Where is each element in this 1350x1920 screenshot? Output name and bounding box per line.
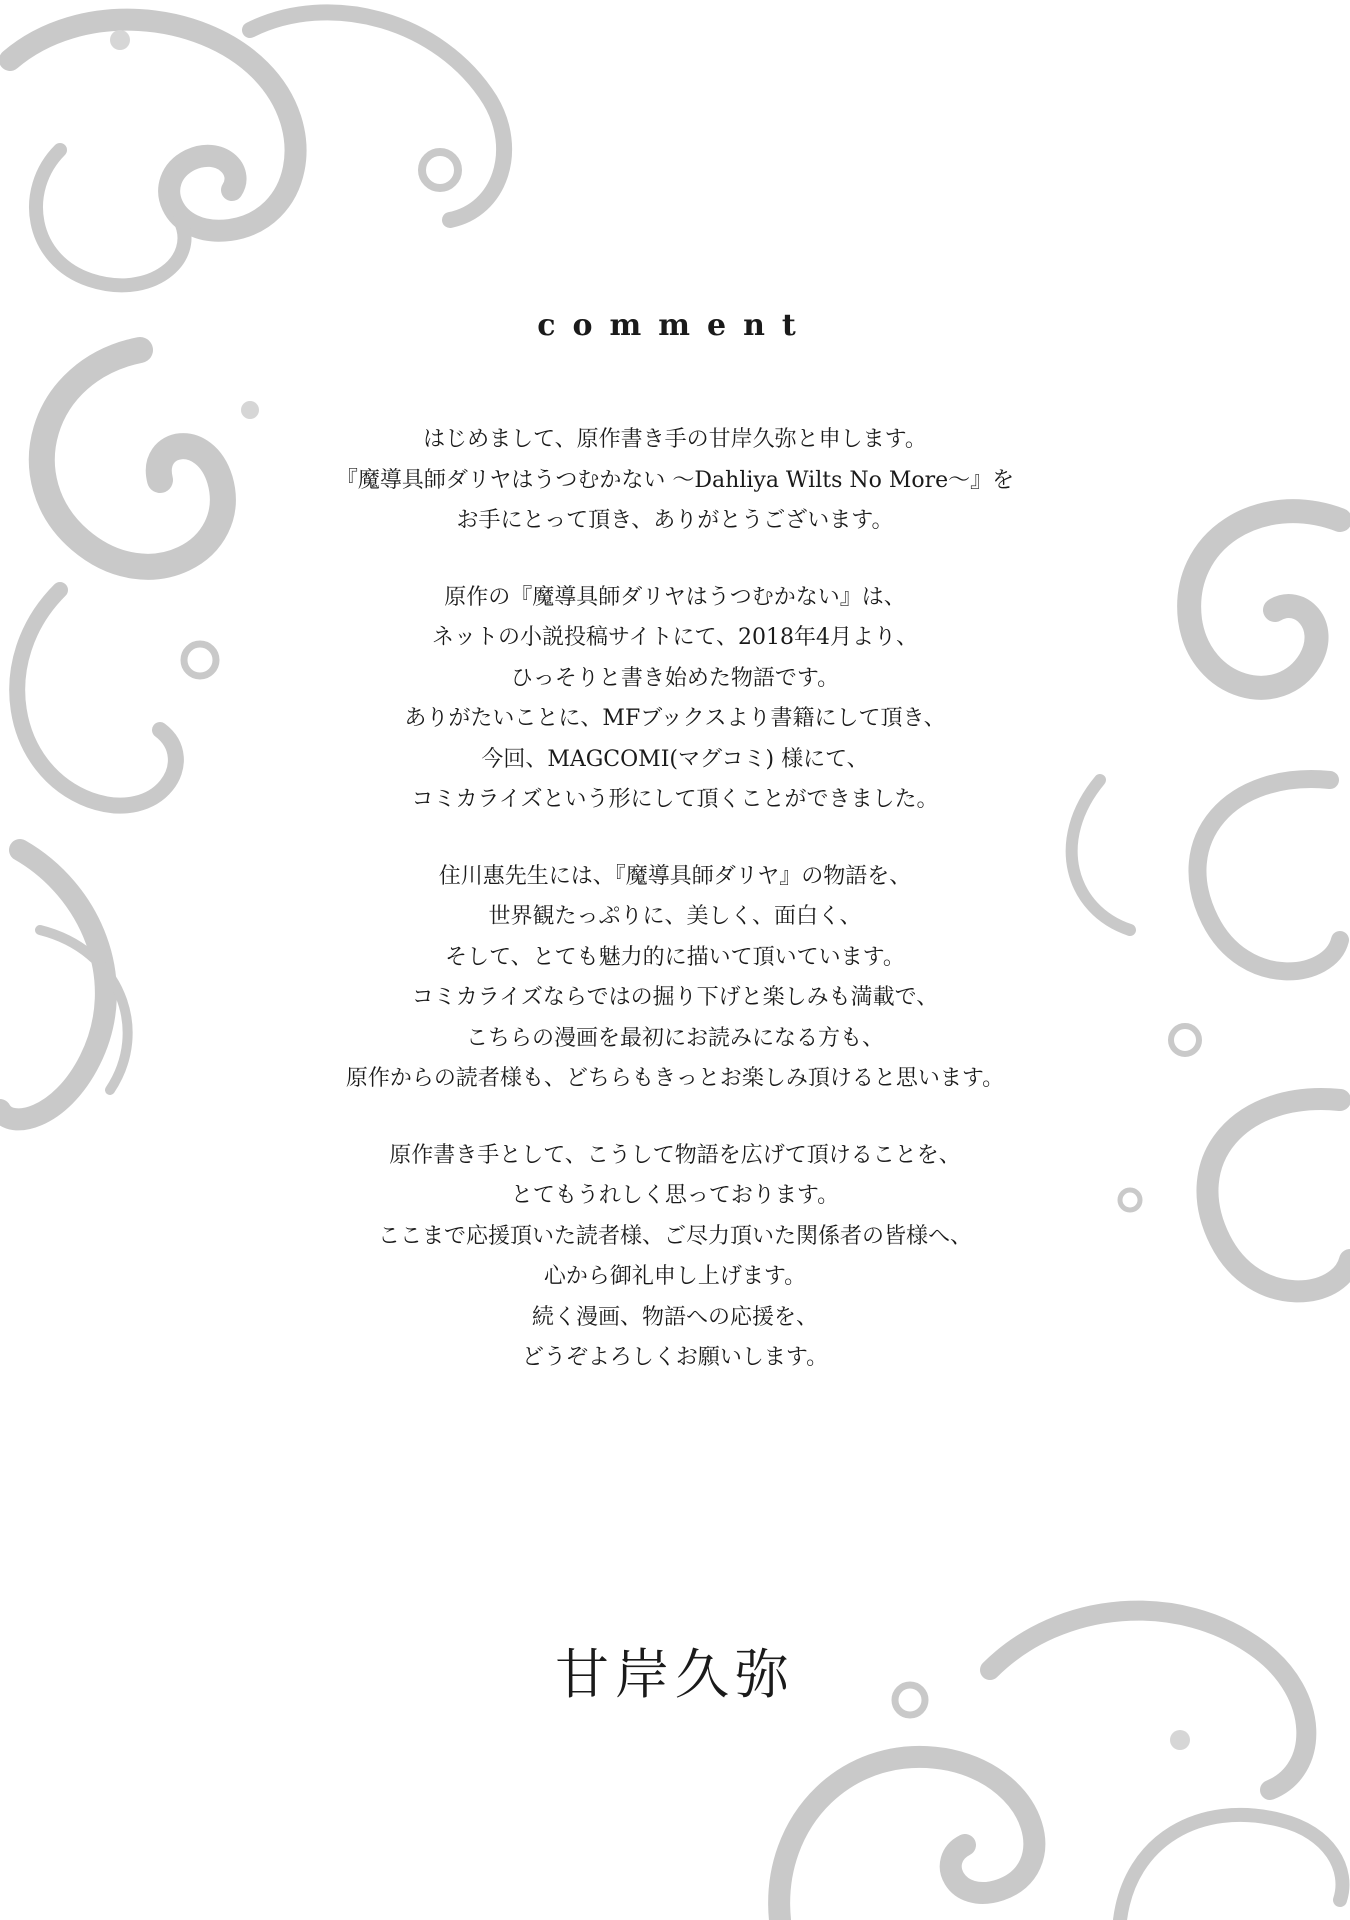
text-line: ネットの小説投稿サイトにて、2018年4月より、 [431, 625, 918, 650]
author-signature: 甘岸久弥 [555, 1643, 795, 1706]
text-line: そして、とても魅力的に描いて頂いています。 [445, 944, 905, 970]
paragraph-2 [150, 578, 1200, 821]
text-line: 原作からの読者様も、どちらもきっとお楽しみ頂けると思います。 [345, 1066, 1005, 1091]
text-line: こちらの漫画を最初にお読みになる方も、 [465, 1025, 884, 1051]
comment-body [150, 420, 1200, 1415]
page-heading: comment [537, 308, 813, 344]
text-line: ここまで応援頂いた読者様、ご尽力頂いた関係者の皆様へ、 [377, 1223, 972, 1249]
paragraph-3 [150, 857, 1200, 1100]
text-line: 続く漫画、物語への応援を、 [531, 1304, 818, 1330]
paragraph-1 [150, 420, 1200, 542]
scroll-ornament-top-left [0, 0, 520, 360]
text-line: 住川惠先生には、『魔導具師ダリヤ』の物語を、 [438, 863, 912, 889]
text-line: 心から御礼申し上げます。 [543, 1264, 807, 1289]
text-line: 原作の『魔導具師ダリヤはうつむかない』は、 [444, 584, 906, 610]
text-line: ひっそりと書き始めた物語です。 [510, 665, 840, 691]
text-line: 今回、MAGCOMI(マグコミ) 様にて、 [481, 746, 869, 772]
text-line: どうぞよろしくお願いします。 [521, 1345, 829, 1370]
text-line: とてもうれしく思っております。 [510, 1183, 840, 1208]
text-line: お手にとって頂き、ありがとうございます。 [456, 508, 894, 533]
text-line: はじめまして、原作書き手の甘岸久弥と申します。 [423, 427, 927, 452]
paragraph-4 [150, 1136, 1200, 1379]
scroll-ornament-bottom-right [760, 1540, 1350, 1920]
text-line: コミカライズならではの掘り下げと楽しみも満載で、 [411, 985, 939, 1010]
text-line: 『魔導具師ダリヤはうつむかない ～Dahliya Wilts No More～』を [335, 467, 1015, 493]
text-line: コミカライズという形にして頂くことができました。 [411, 787, 939, 812]
text-line: ありがたいことに、MFブックスより書籍にして頂き、 [404, 706, 946, 731]
text-line: 世界観たっぷりに、美しく、面白く、 [488, 904, 862, 929]
text-line: 原作書き手として、こうして物語を広げて頂けることを、 [389, 1142, 961, 1168]
